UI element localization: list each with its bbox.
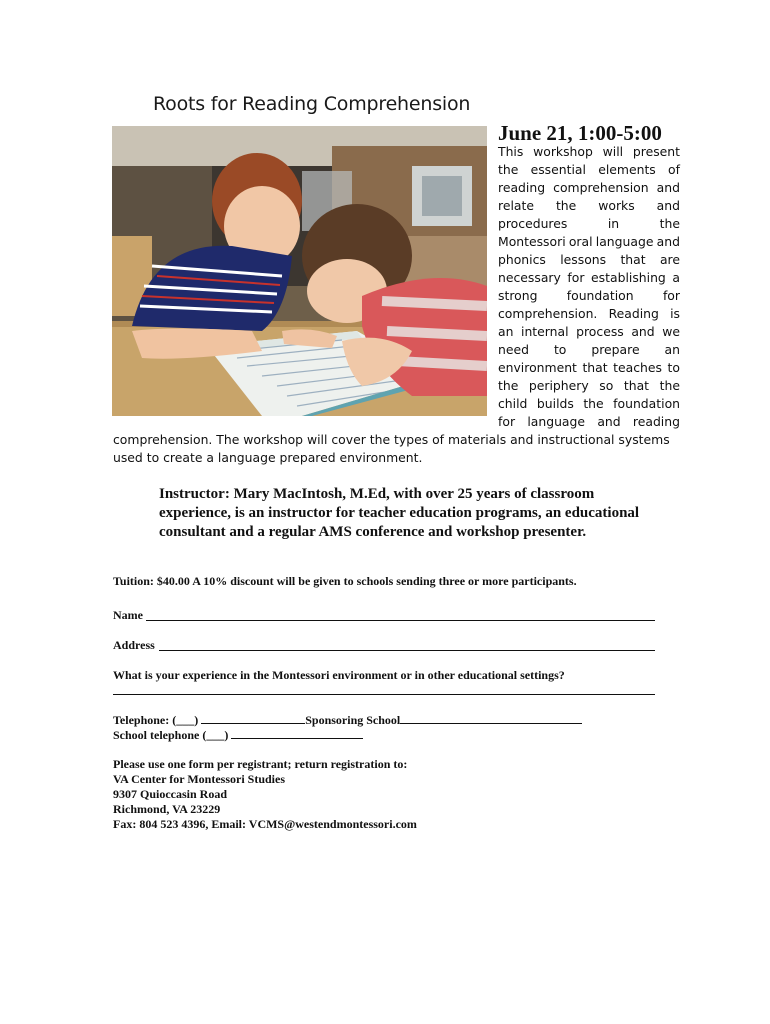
registration-contact: Fax: 804 523 4396, Email: VCMS@westendmontessori.com xyxy=(113,817,417,831)
instructor-line: experience, is an instructor for teacher education programs, an educational xyxy=(159,505,640,521)
telephone-label: Telephone: (___) xyxy=(113,713,202,727)
experience-question: What is your experience in the Montessori environment or in other educational settings? xyxy=(113,668,565,682)
address-label: Address xyxy=(113,638,155,652)
school-telephone-row xyxy=(113,727,363,743)
page-title: Roots for Reading Comprehension xyxy=(153,93,471,115)
description-line: the periphery so that the xyxy=(498,378,680,393)
description-line: reading comprehension and xyxy=(498,180,680,195)
registration-instructions: Please use one form per registrant; return registration to: xyxy=(113,757,408,771)
telephone-row xyxy=(113,712,582,728)
description-line: procedures in the xyxy=(498,216,680,231)
description-line: comprehension. The workshop will cover the types of materials and instructional systems xyxy=(113,432,670,447)
description-line: Montessori oral language and xyxy=(498,234,680,249)
description-line: strong foundation for xyxy=(498,288,680,303)
tuition-text: Tuition: $40.00 A 10% discount will be given to schools sending three or more participants. xyxy=(113,574,577,588)
name-field[interactable] xyxy=(146,620,655,621)
sponsoring-school-label: Sponsoring School xyxy=(305,713,401,727)
description-line: for language and reading xyxy=(498,414,680,429)
description-line: an internal process and we xyxy=(498,324,680,339)
photo-children-reading xyxy=(112,126,487,416)
description-line: the essential elements of xyxy=(498,162,680,177)
instructor-line: Instructor: Mary MacIntosh, M.Ed, with over 25 years of classroom xyxy=(159,486,595,502)
description-line: relate the works and xyxy=(498,198,680,213)
photo-illustration xyxy=(112,126,487,416)
sponsoring-school-field[interactable] xyxy=(400,712,582,724)
instructor-info xyxy=(159,485,679,542)
school-telephone-field[interactable] xyxy=(231,727,363,739)
description-line: phonics lessons that are xyxy=(498,252,680,267)
address-field[interactable] xyxy=(159,650,655,651)
description-line: need to prepare an xyxy=(498,342,680,357)
workshop-description-continued xyxy=(113,431,680,467)
description-line: comprehension. Reading is xyxy=(498,306,680,321)
description-line: This workshop will present xyxy=(498,144,680,159)
telephone-field[interactable] xyxy=(201,712,305,724)
registration-city: Richmond, VA 23229 xyxy=(113,802,221,816)
workshop-description xyxy=(498,143,680,431)
name-label: Name xyxy=(113,608,143,622)
registration-org: VA Center for Montessori Studies xyxy=(113,772,285,786)
description-line: used to create a language prepared environment. xyxy=(113,450,423,465)
registration-street: 9307 Quioccasin Road xyxy=(113,787,228,801)
workshop-date: June 21, 1:00-5:00 xyxy=(498,121,662,145)
school-telephone-label: School telephone (___) xyxy=(113,728,232,742)
instructor-line: consultant and a regular AMS conference and workshop presenter. xyxy=(159,524,587,540)
description-line: child builds the foundation xyxy=(498,396,680,411)
description-line: environment that teaches to xyxy=(498,360,680,375)
description-line: necessary for establishing a xyxy=(498,270,680,285)
experience-field[interactable] xyxy=(113,694,655,695)
